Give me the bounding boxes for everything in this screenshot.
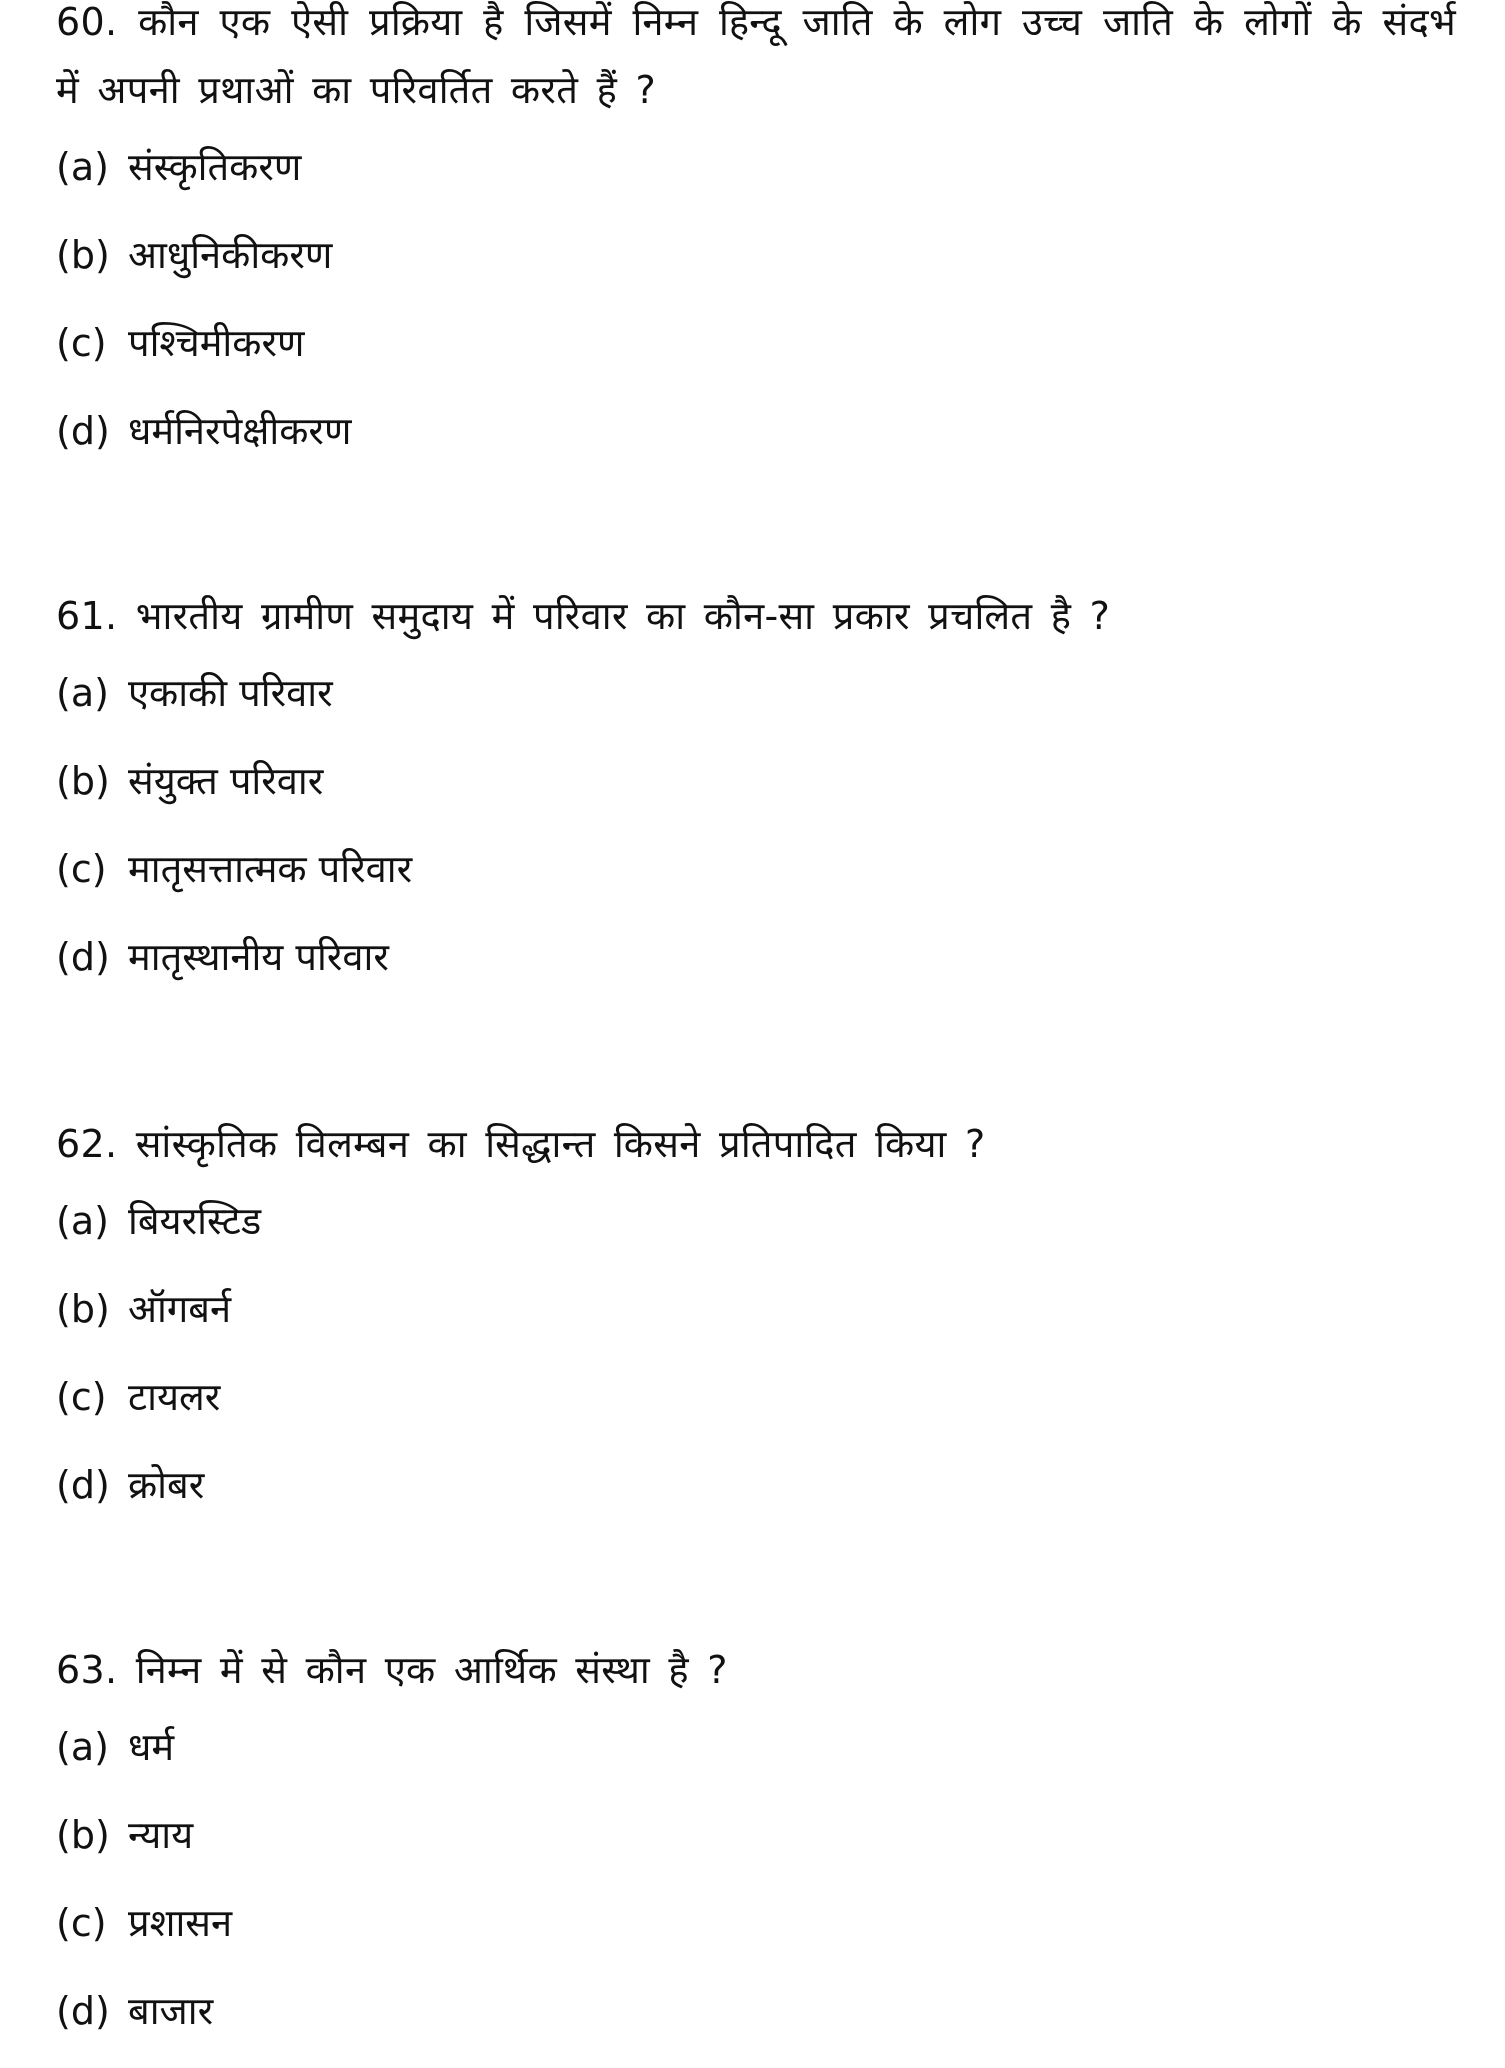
option-label: (a): [56, 671, 109, 715]
options-list: [56, 136, 1456, 488]
option-a[interactable]: [56, 136, 1456, 224]
option-text: बाजार: [128, 1989, 214, 2033]
options-list: [56, 1716, 1456, 2068]
question-63: [56, 1636, 1456, 2068]
option-label: (c): [56, 1901, 107, 1945]
option-b[interactable]: [56, 1804, 1456, 1892]
option-a[interactable]: [56, 1716, 1456, 1804]
option-text: क्रोबर: [128, 1463, 205, 1507]
question-text: [56, 1110, 1456, 1178]
question-number: 60.: [56, 0, 118, 44]
option-b[interactable]: [56, 1278, 1456, 1366]
option-text: प्रशासन: [128, 1901, 233, 1945]
option-c[interactable]: [56, 838, 1456, 926]
option-a[interactable]: [56, 662, 1456, 750]
option-text: मातृस्थानीय परिवार: [128, 935, 389, 979]
option-text: संयुक्त परिवार: [128, 759, 324, 803]
option-text: न्याय: [128, 1813, 194, 1857]
option-text: आधुनिकीकरण: [128, 233, 333, 277]
option-label: (b): [56, 233, 110, 277]
option-label: (c): [56, 1375, 107, 1419]
option-label: (d): [56, 935, 110, 979]
option-d[interactable]: [56, 926, 1456, 1014]
option-label: (a): [56, 1199, 109, 1243]
option-text: ऑगबर्न: [128, 1287, 232, 1331]
option-label: (a): [56, 145, 109, 189]
question-body: कौन एक ऐसी प्रक्रिया है जिसमें निम्न हिन्दू जाति के लोग उच्च जाति के लोगों के संदर्भ में अपनी प्रथाओं का परिवर्तित करते हैं ?: [56, 0, 1456, 112]
question-61: [56, 582, 1456, 1014]
option-text: बियरस्टिड: [128, 1199, 262, 1243]
option-label: (c): [56, 847, 107, 891]
option-d[interactable]: [56, 1980, 1456, 2068]
question-body: निम्न में से कौन एक आर्थिक संस्था है ?: [135, 1648, 728, 1692]
option-text: मातृसत्तात्मक परिवार: [128, 847, 413, 891]
question-62: [56, 1110, 1456, 1542]
question-text: [56, 582, 1456, 650]
question-60: [56, 0, 1456, 488]
option-c[interactable]: [56, 312, 1456, 400]
option-text: धर्मनिरपेक्षीकरण: [128, 409, 352, 453]
option-label: (d): [56, 1989, 110, 2033]
option-d[interactable]: [56, 1454, 1456, 1542]
option-label: (b): [56, 759, 110, 803]
option-b[interactable]: [56, 224, 1456, 312]
option-label: (a): [56, 1725, 109, 1769]
question-text: [56, 1636, 1456, 1704]
option-text: एकाकी परिवार: [128, 671, 333, 715]
option-d[interactable]: [56, 400, 1456, 488]
option-label: (d): [56, 1463, 110, 1507]
question-number: 63.: [56, 1648, 118, 1692]
option-c[interactable]: [56, 1892, 1456, 1980]
option-b[interactable]: [56, 750, 1456, 838]
options-list: [56, 1190, 1456, 1542]
option-text: संस्कृतिकरण: [128, 145, 302, 189]
question-number: 62.: [56, 1122, 118, 1166]
question-number: 61.: [56, 594, 118, 638]
question-body: भारतीय ग्रामीण समुदाय में परिवार का कौन-सा प्रकार प्रचलित है ?: [135, 594, 1111, 638]
option-label: (c): [56, 321, 107, 365]
option-label: (b): [56, 1813, 110, 1857]
option-text: पश्चिमीकरण: [128, 321, 305, 365]
option-text: टायलर: [128, 1375, 221, 1419]
option-c[interactable]: [56, 1366, 1456, 1454]
option-label: (d): [56, 409, 110, 453]
options-list: [56, 662, 1456, 1014]
option-text: धर्म: [128, 1725, 175, 1769]
option-a[interactable]: [56, 1190, 1456, 1278]
option-label: (b): [56, 1287, 110, 1331]
question-text: [56, 0, 1456, 124]
question-body: सांस्कृतिक विलम्बन का सिद्धान्त किसने प्रतिपादित किया ?: [135, 1122, 986, 1166]
